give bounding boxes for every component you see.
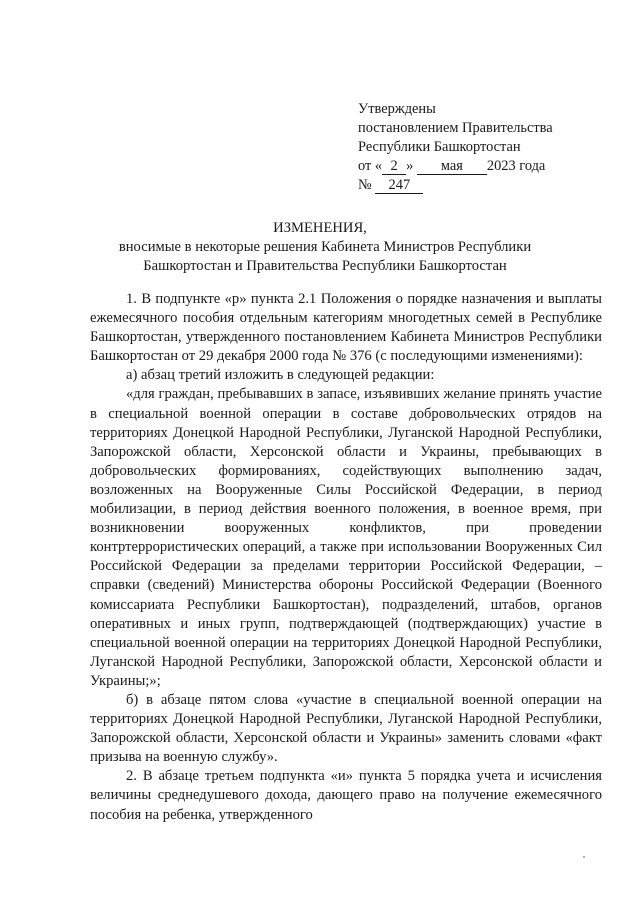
scan-speck <box>583 856 585 858</box>
approval-date <box>358 157 553 176</box>
paragraph-2: а) абзац третий изложить в следующей редакции: <box>126 367 435 384</box>
paragraph-3: «для граждан, пребывавших в запасе, изъявивших желание принять участие в специальной военной операции в составе добровольческих отрядов на территориях Донецкой Народной Республики, Луганской Народной Республики, Запорожской области, Херсонской области и Украины, пребывающих в добровольческих формированиях, содействующих выполнению задач, возложенных на Вооруженные Силы Российской Федерации, в период мобилизации, в период действия военного положения, в военное время, при возникновении вооруженных конфликтов, при проведении контртеррористических операций, а также при использовании Вооруженных Сил Российской Федерации за пределами территории Российской Федерации, – справки (сведений) Министерства обороны Российской Федерации (Военного комиссариата Республики Башкортостан), подразделений, штабов, органов оперативных и иных групп, подтверждающей (подтверждающих) участие в специальной военной операции на территориях Донецкой Народной Республики, Луганской Народной Республики, Запорожской области, Херсонской области и Украины;»; <box>90 386 602 689</box>
paragraph-4: б) в абзаце пятом слова «участие в специальной военной операции на территориях Донецкой Народной Республики, Луганской Народной Республики, Запорожской области, Херсонской области и Украины» заменить словами «факт призыва на военную службу». <box>90 691 602 766</box>
number-prefix: № <box>358 177 372 193</box>
date-year: 2023 года <box>486 158 546 174</box>
approval-line-1: Утверждены <box>358 101 436 117</box>
date-sep: » <box>406 158 414 174</box>
approval-line-2: постановлением Правительства <box>358 120 553 136</box>
paragraph-5: 2. В абзаце третьем подпункта «и» пункта 5 порядка учета и исчисления величины среднедушевого дохода, дающего право на получение ежемесячного пособия на ребенка, утвержденного <box>90 768 602 823</box>
date-prefix: от « <box>358 158 383 174</box>
paragraph-1: 1. В подпункте «р» пункта 2.1 Положения о порядке назначения и выплаты ежемесячного пособия отдельным категориям многодетных семей в Республике Башкортостан, утвержденного постановлением Кабинета Министров Республики Башкортостан от 29 декабря 2000 года № 376 (с последующими изменениями): <box>90 291 602 365</box>
date-month: мая <box>417 159 487 175</box>
approval-stamp <box>358 100 553 195</box>
number-value: 247 <box>375 178 423 194</box>
document-body <box>90 290 602 825</box>
document-subtitle: вносимые в некоторые решения Кабинета Министров Республики Башкортостан и Правительства Республики Башкортостан <box>118 239 532 274</box>
date-day: 2 <box>382 159 406 175</box>
approval-number <box>358 176 553 195</box>
document-title: ИЗМЕНЕНИЯ, <box>273 220 367 236</box>
approval-line-3: Республики Башкортостан <box>358 139 521 155</box>
